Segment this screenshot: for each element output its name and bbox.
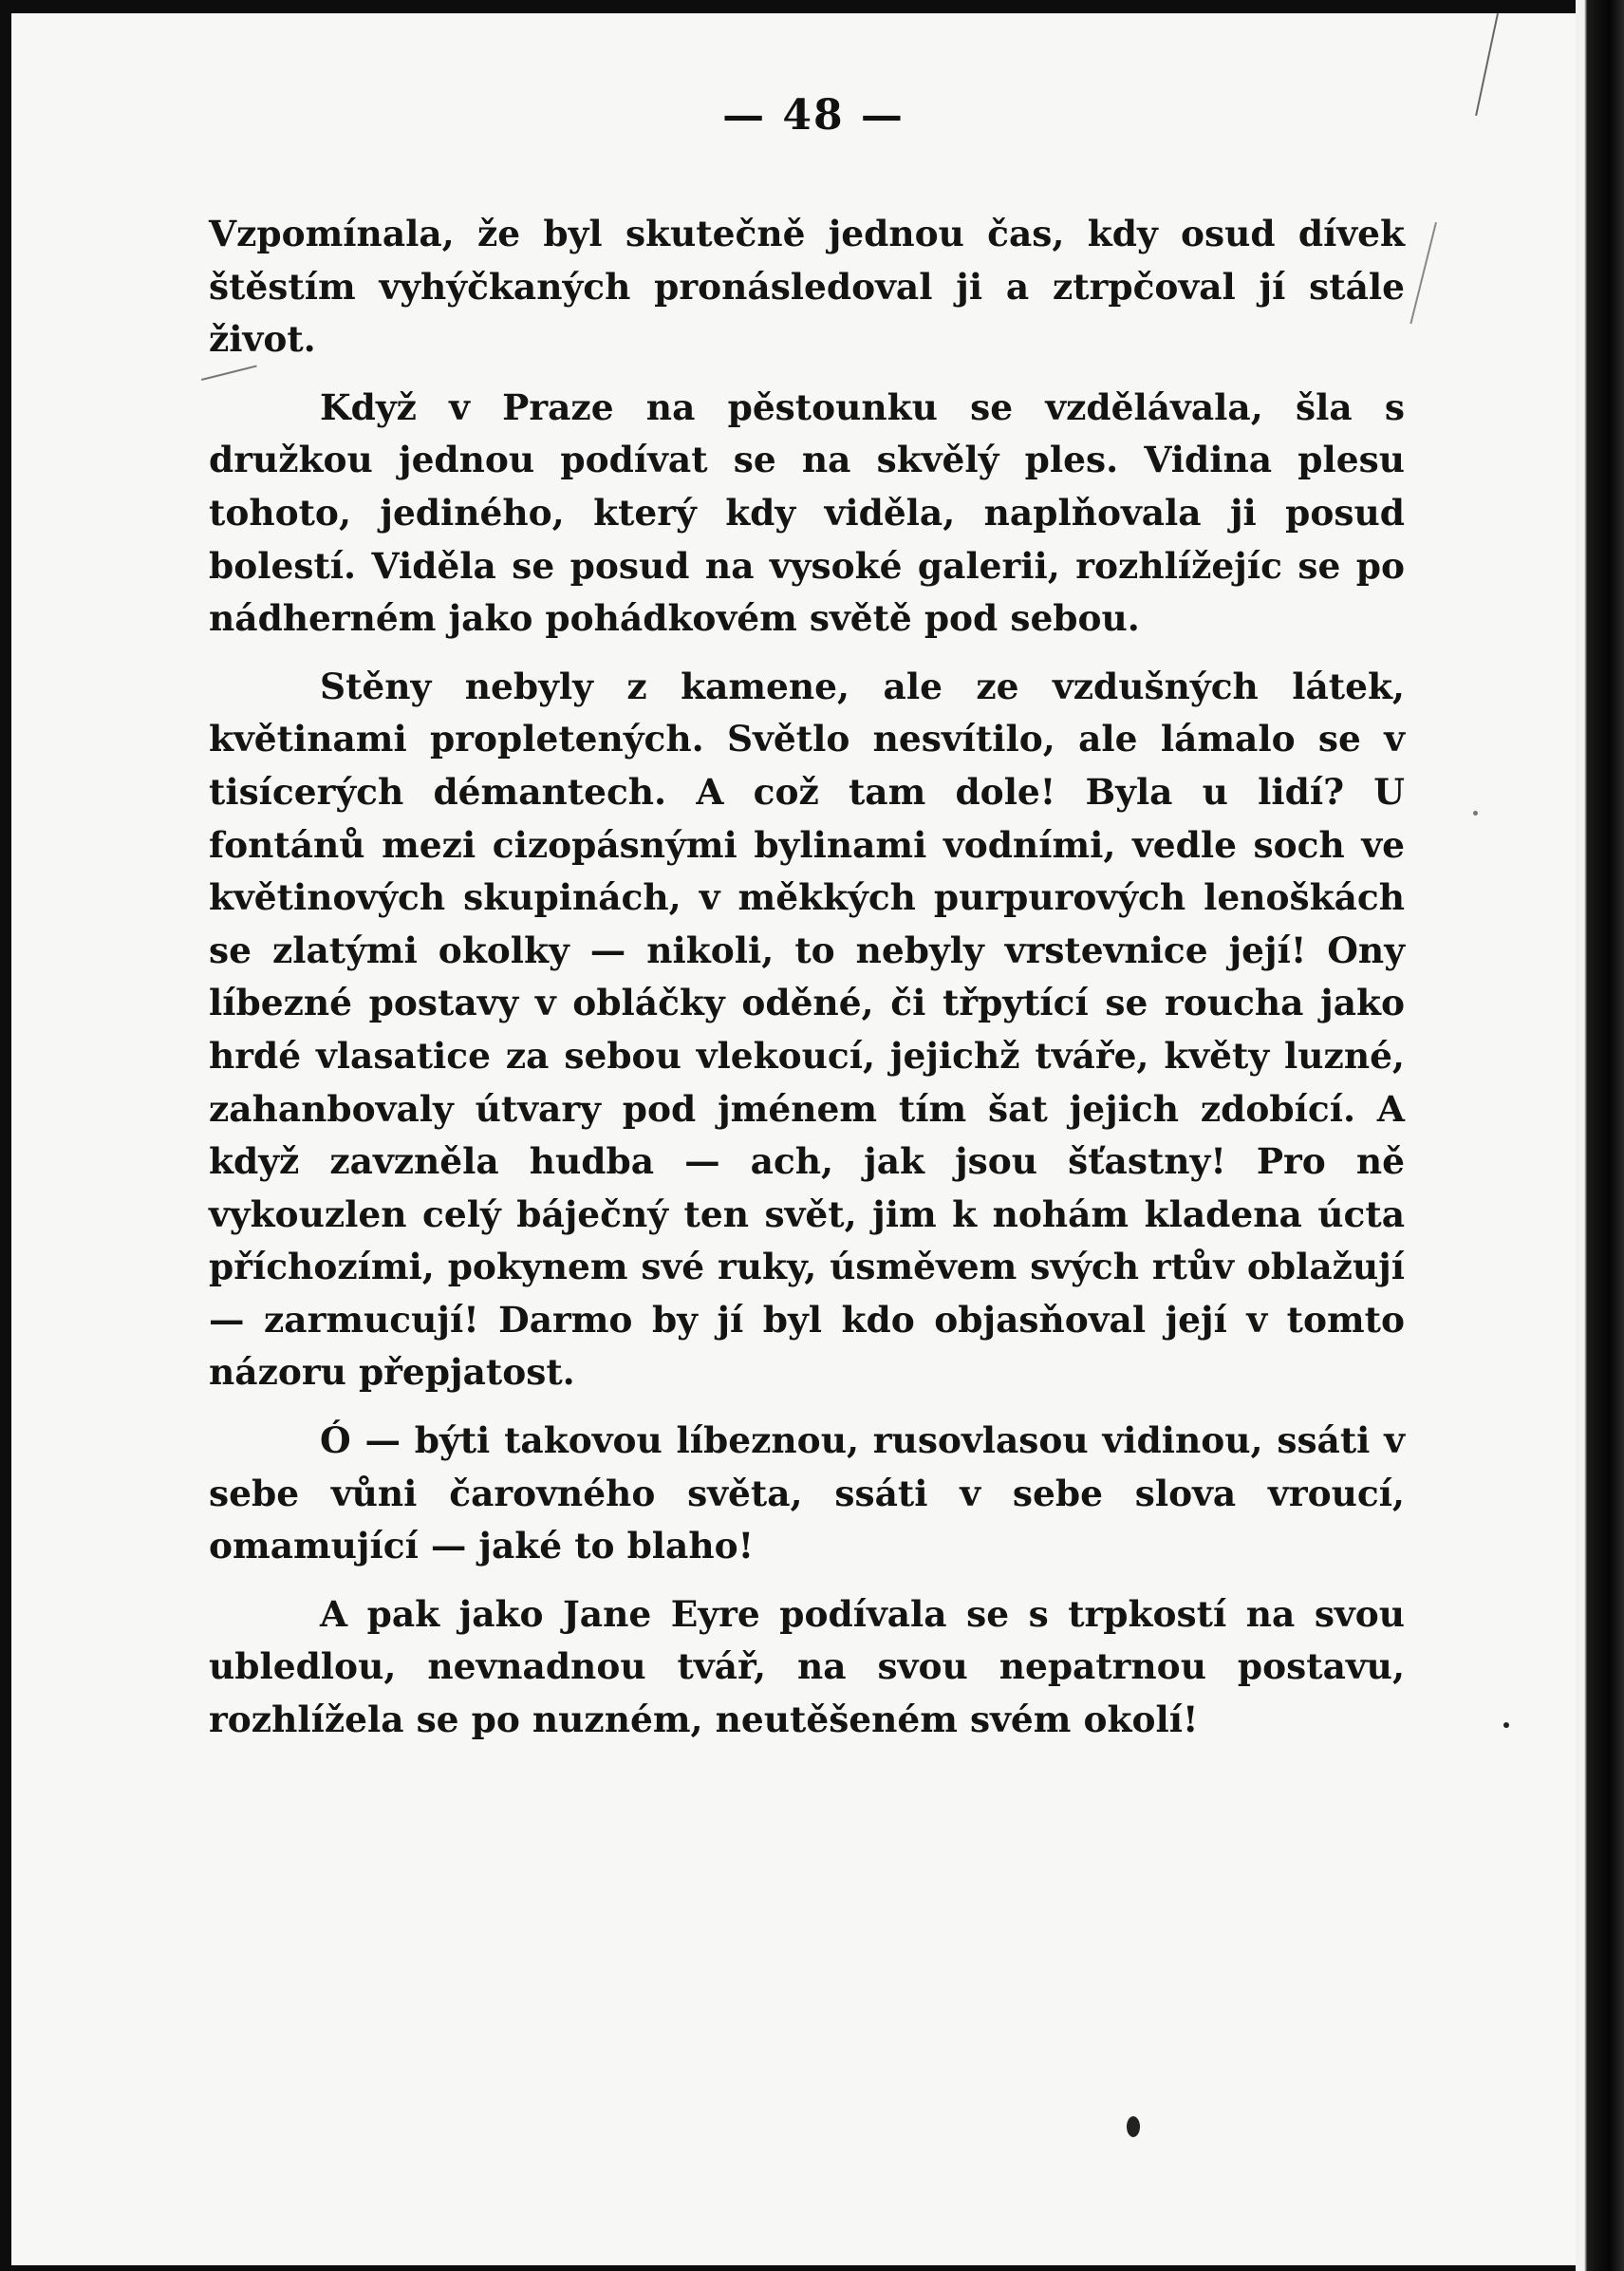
paragraph: A pak jako Jane Eyre podívala se s trpkostí na svou ubledlou, nevnadnou tvář, na svou nepatrnou postavu, rozhlížela se po nuzném, neutěšeném svém okolí! xyxy=(209,1592,1405,1741)
paragraph: Když v Praze na pěstounku se vzdělávala, šla s družkou jednou podívat se na skvělý ples. Vidina plesu tohoto, jediného, který kdy viděla, naplňovala ji posud bolestí. Viděla se posud na vysoké galerii, rozhlížejíc se po nádherném jako pohádkovém světě pod sebou. xyxy=(209,385,1405,640)
binding-edge xyxy=(1576,0,1624,2271)
paragraph: Ó — býti takovou líbeznou, rusovlasou vidinou, ssáti v sebe vůni čarovného světa, ssáti v sebe slova vroucí, omamující — jaké to blaho! xyxy=(209,1419,1405,1567)
book-page xyxy=(11,13,1576,2265)
body-text xyxy=(209,208,1405,1747)
page-number: — 48 — xyxy=(722,91,905,140)
scan-scratch xyxy=(1409,222,1437,324)
scan-speck xyxy=(1503,1722,1509,1728)
paragraph: Vzpomínala, že byl skutečně jednou čas, kdy osud dívek štěstím vyhýčkaných pronásledoval ji a ztrpčoval jí stále život. xyxy=(209,213,1405,361)
paragraph: Stěny nebyly z kamene, ale ze vzdušných látek, květinami propletených. Světlo nesvítilo, ale lámalo se v tisícerých démantech. A což tam dole! Byla u lidí? U fontánů mezi cizopásnými bylinami vodními, vedle soch ve květinových skupinách, v měkkých purpurových lenoškách se zlatými okolky — nikoli, to nebyly vrstevnice její! Ony líbezné postavy v obláčky oděné, či třpytící se roucha jako hrdé vlasatice za sebou vlekoucí, jejichž tváře, květy luzné, zahanbovaly útvary pod jménem tím šat jejich zdobící. A když zavzněla hudba — ach, jak jsou šťastny! Pro ně vykouzlen celý báječný ten svět, jim k nohám kladena úcta příchozími, pokynem své ruky, úsměvem svých rtův oblažují — zarmucují! Darmo by jí byl kdo objasňoval její v tomto názoru přepjatost. xyxy=(209,665,1405,1394)
scan-speck xyxy=(1473,811,1478,816)
scan-speck xyxy=(1127,2116,1140,2137)
